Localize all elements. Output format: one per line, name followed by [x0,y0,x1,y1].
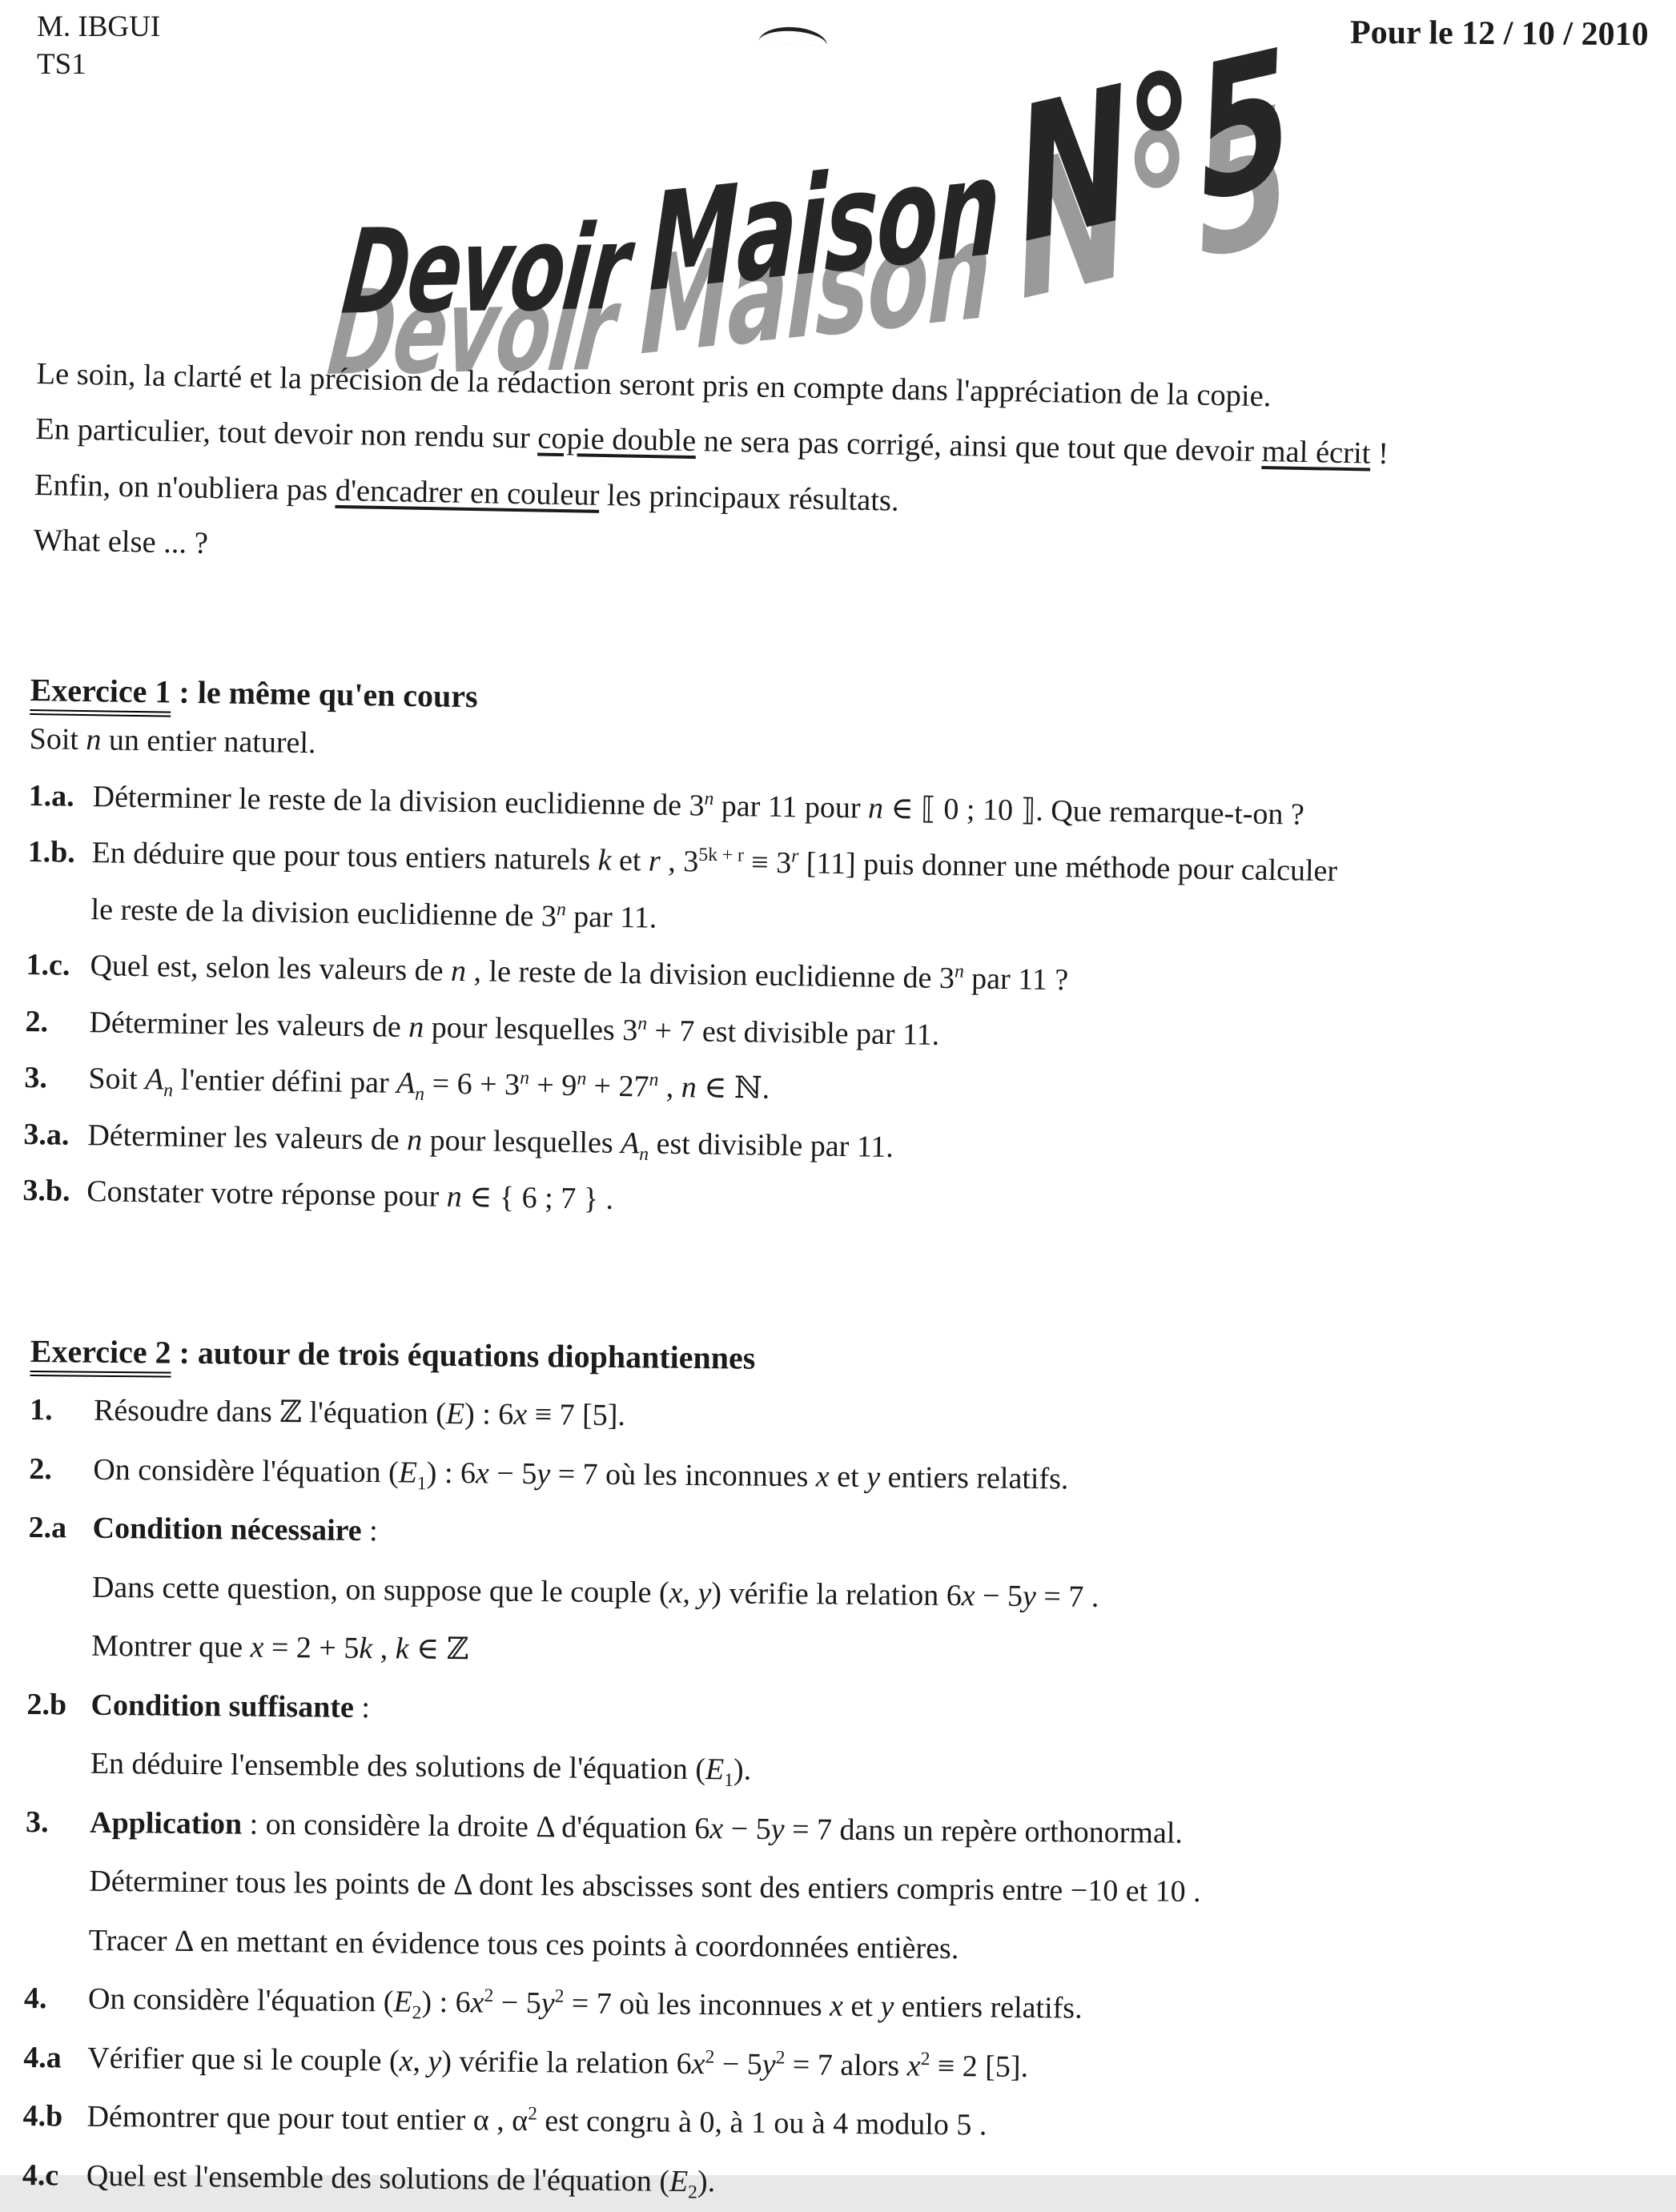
exercise-1-heading-rest: : le même qu'en cours [171,673,479,715]
intro-line-1: Le soin, la clarté et la précision de la rédaction seront pris en compte dans l'appréciation de la copie. [36,357,1272,414]
exercise-1-item-2 [25,1002,1646,1065]
author-name: M. IBGUI [37,10,161,43]
item-text: En déduire l'ensemble des solutions de l'équation $(E_1)$. [90,1746,752,1792]
header-author-block [37,8,160,84]
exercise-2-item-1 [30,1391,1659,1445]
item-label: 3. [25,1805,49,1839]
exercise-2-heading [30,1332,1660,1387]
exercise-2-heading-label: Exercice 2 [30,1333,171,1378]
exercise-2-item-4 [24,1980,1654,2033]
item-label: 4. [23,1981,47,2016]
item-text: le reste de la division euclidienne de 3$^n$ par 11. [90,892,657,935]
item-text: Déterminer le reste de la division euclidienne de 3$^n$ par 11 pour n ∈ ⟦ 0 ; 10 ⟧. Que remarque-t-on ? [92,779,1305,832]
exercise-2-item-4c [22,2156,1652,2210]
item-text: Condition nécessaire : [92,1511,378,1548]
exercise-2-item-2 [29,1450,1658,1503]
scan-artifact-line [758,25,828,46]
exercise-1-item-1a [28,777,1650,839]
item-label [26,917,90,918]
item-text: Démontrer que pour tout entier α , $\alpha^2$ est congru à 0, à 1 ou à 4 modulo 5 . [86,2099,987,2142]
item-label [27,1655,91,1656]
exercise-2-item-2b-line-1 [26,1744,1656,1798]
item-text: Déterminer les valeurs de n pour lesquelles $3^n + 7$ est divisible par 11. [89,1005,940,1052]
item-text: Déterminer les valeurs de n pour lesquelles $A_n$ est divisible par 11. [87,1118,894,1165]
class-label: TS1 [37,48,86,82]
exercise-2-item-2a-line-2 [27,1627,1657,1680]
item-text: Quel est l'ensemble des solutions de l'équation $(E_2)$. [86,2158,716,2203]
item-label: 3.b. [22,1173,70,1208]
item-label: 2. [25,1004,49,1038]
item-text: Tracer Δ en mettant en évidence tous ces points à coordonnées entières. [88,1923,959,1965]
exercise-1-item-3a [23,1115,1645,1178]
item-label: 4.a [23,2040,62,2074]
item-text: Application : on considère la droite Δ d'équation 6x − 5y = 7 dans un repère orthonormal. [89,1805,1184,1850]
item-text: Constater votre réponse pour n ∈ { 6 ; 7 } . [86,1174,614,1216]
item-text: On considère l'équation $(E_2)$ : $6x^2 - 5y^2 = 7$ où les inconnues x et y entiers relatifs. [87,1981,1083,2025]
page-title [336,9,1302,341]
exercise-2-item-2b [26,1685,1656,1739]
item-label: 4.c [22,2158,59,2192]
item-label: 2.a [28,1510,67,1545]
due-date: Pour le 12 / 10 / 2010 [1350,14,1650,54]
intro-line-4: What else ... ? [33,523,209,560]
exercise-2-item-4b [22,2098,1652,2151]
item-text: Montrer que x = 2 + 5k , k ∈ ℤ [91,1628,469,1667]
item-label: 1.b. [27,834,76,869]
exercise-1-item-3 [24,1059,1646,1122]
exercise-1 [22,671,1652,1234]
item-text: Soit $A_n$ l'entier défini par $A_n = 6 + 3^n + 9^n + 27^n$ , n ∈ ℕ. [88,1062,770,1106]
exercise-2-item-3 [26,1803,1655,1857]
intro-line-3: Enfin, on n'oubliera pas d'encadrer en couleur les principaux résultats. [34,468,900,518]
item-label: 1.a. [28,778,74,813]
item-text: On considère l'équation $(E_1)$ : 6x − 5y = 7 où les inconnues x et y entiers relatifs. [93,1452,1069,1495]
exercise-2-item-3-line-1 [25,1862,1654,1916]
exercise-2-item-2a-line-1 [28,1568,1658,1621]
title-word-maison: Maison [648,129,1001,323]
item-text: En déduire que pour tous entiers naturels k et r , $3^{5k + r} \equiv 3^r$ [11] puis donner une méthode pour calculer [91,836,1338,889]
page-title-line [336,9,1302,341]
intro-line-2: En particulier, tout devoir non rendu sur copie double ne sera pas corrigé, ainsi que tout que devoir mal écrit ! [34,412,1389,472]
exercise-1-item-3b [22,1172,1644,1234]
item-text: Condition suffisante : [90,1688,371,1724]
item-label: 4.b [22,2098,63,2134]
exercise-2-heading-rest: : autour de trois équations diophantiennes [171,1334,756,1376]
item-label: 2. [29,1451,53,1486]
exercise-1-intro: Soit n un entier naturel. [29,721,316,761]
item-label: 1. [29,1392,53,1427]
intro-paragraph [33,357,1630,608]
item-label [25,1890,89,1891]
item-label: 1.c. [26,947,70,982]
exercise-1-item-1c [26,946,1647,1009]
title-word-number: N°5 [1005,9,1302,285]
item-text: Quel est, selon les valeurs de n , le reste de la division euclidienne de 3$^n$ par 11 ? [90,949,1069,998]
item-label: 2.b [26,1687,67,1721]
exercise-1-item-1b-cont [26,889,1648,952]
item-label: 3.a. [23,1117,70,1152]
item-text: Résoudre dans ℤ l'équation (E) : 6x ≡ 7 [5]. [93,1393,626,1433]
item-text: Dans cette question, on suppose que le couple (x, y) vérifie la relation 6x − 5y = 7 . [91,1570,1099,1614]
exercise-2-item-3-line-2 [24,1921,1654,1974]
exercise-2-item-4a [23,2038,1653,2092]
exercise-2 [22,1332,1660,2210]
exercise-1-heading-label: Exercice 1 [30,672,171,717]
item-text: Déterminer tous les points de Δ dont les abscisses sont des entiers compris entre −10 et 10 . [89,1864,1201,1909]
item-text: Vérifier que si le couple (x, y) vérifie la relation $6x^2 - 5y^2 = 7$ alors $x^2 \equiv 2$ [5]. [87,2041,1029,2084]
title-word-devoir: Devoir [336,199,635,341]
item-label [26,1772,90,1773]
exercise-2-item-2a [28,1509,1658,1563]
exercise-1-item-1b [27,833,1649,896]
item-label: 3. [24,1060,48,1095]
